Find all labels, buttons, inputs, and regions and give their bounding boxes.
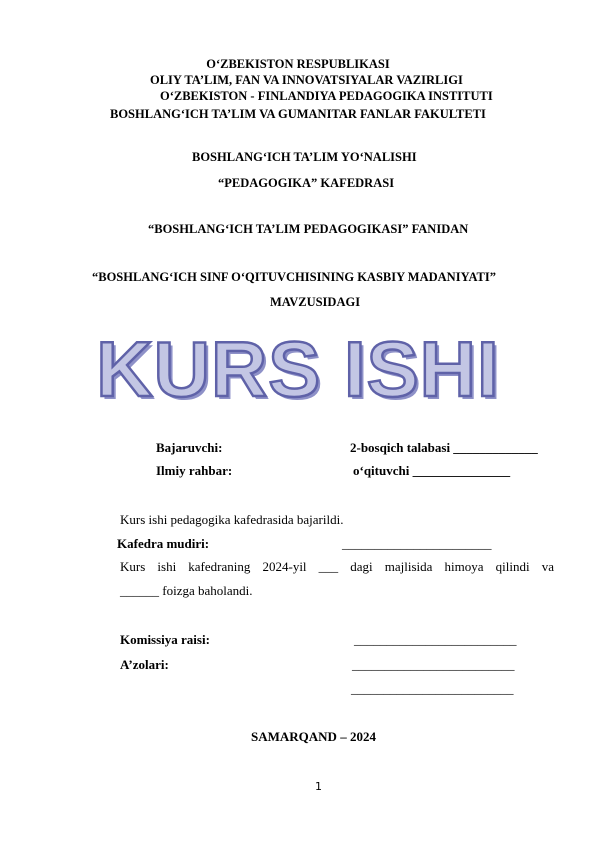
executor-value: 2-bosqich talabasi _____________ xyxy=(350,440,538,455)
ministry-republic: O‘ZBEKISTON RESPUBLIKASI xyxy=(206,57,390,71)
department-name: “PEDAGOGIKA” KAFEDRASI xyxy=(218,176,395,190)
defense-line-1: Kurs ishi kafedraning 2024-yil ___ dagi majlisida himoya qilindi va xyxy=(120,559,554,574)
commission-chair-label: Komissiya raisi: xyxy=(120,632,210,647)
head-label: Kafedra mudiri: xyxy=(117,536,210,551)
defense-line-2: ______ foizga baholandi. xyxy=(120,583,253,598)
done-text: Kurs ishi pedagogika kafedrasida bajarildi. xyxy=(120,512,344,527)
commission-member-line-2: _________________________ xyxy=(351,681,514,696)
commission-chair-line: _________________________ xyxy=(354,632,517,647)
head-signature-line: _______________________ xyxy=(342,536,492,551)
commission-members-label: A’zolari: xyxy=(120,657,169,672)
city-year: SAMARQAND – 2024 xyxy=(251,729,376,744)
commission-member-line-1: _________________________ xyxy=(352,657,515,672)
faculty-name: BOSHLANG‘ICH TA’LIM VA GUMANITAR FANLAR FAKULTETI xyxy=(110,107,486,121)
institute-name: O‘ZBEKISTON - FINLANDIYA PEDAGOGIKA INSTITUTI xyxy=(160,89,493,103)
page-number: 1 xyxy=(315,780,322,793)
ministry-name: OLIY TA’LIM, FAN VA INNOVATSIYALAR VAZIRLIGI xyxy=(150,73,463,87)
subject-name: “BOSHLANG‘ICH TA’LIM PEDAGOGIKASI” FANIDAN xyxy=(148,222,469,236)
topic-line-1: “BOSHLANG‘ICH SINF O‘QITUVCHISINING KASBIY MADANIYATI” xyxy=(92,270,496,284)
kurs-ishi-title: KURS ISHI xyxy=(96,325,500,413)
direction-name: BOSHLANG‘ICH TA’LIM YO‘NALISHI xyxy=(192,150,417,164)
supervisor-value: o‘qituvchi _______________ xyxy=(353,463,511,478)
topic-line-2: MAVZUSIDAGI xyxy=(270,295,361,309)
executor-label: Bajaruvchi: xyxy=(156,440,223,455)
supervisor-label: Ilmiy rahbar: xyxy=(156,463,233,478)
